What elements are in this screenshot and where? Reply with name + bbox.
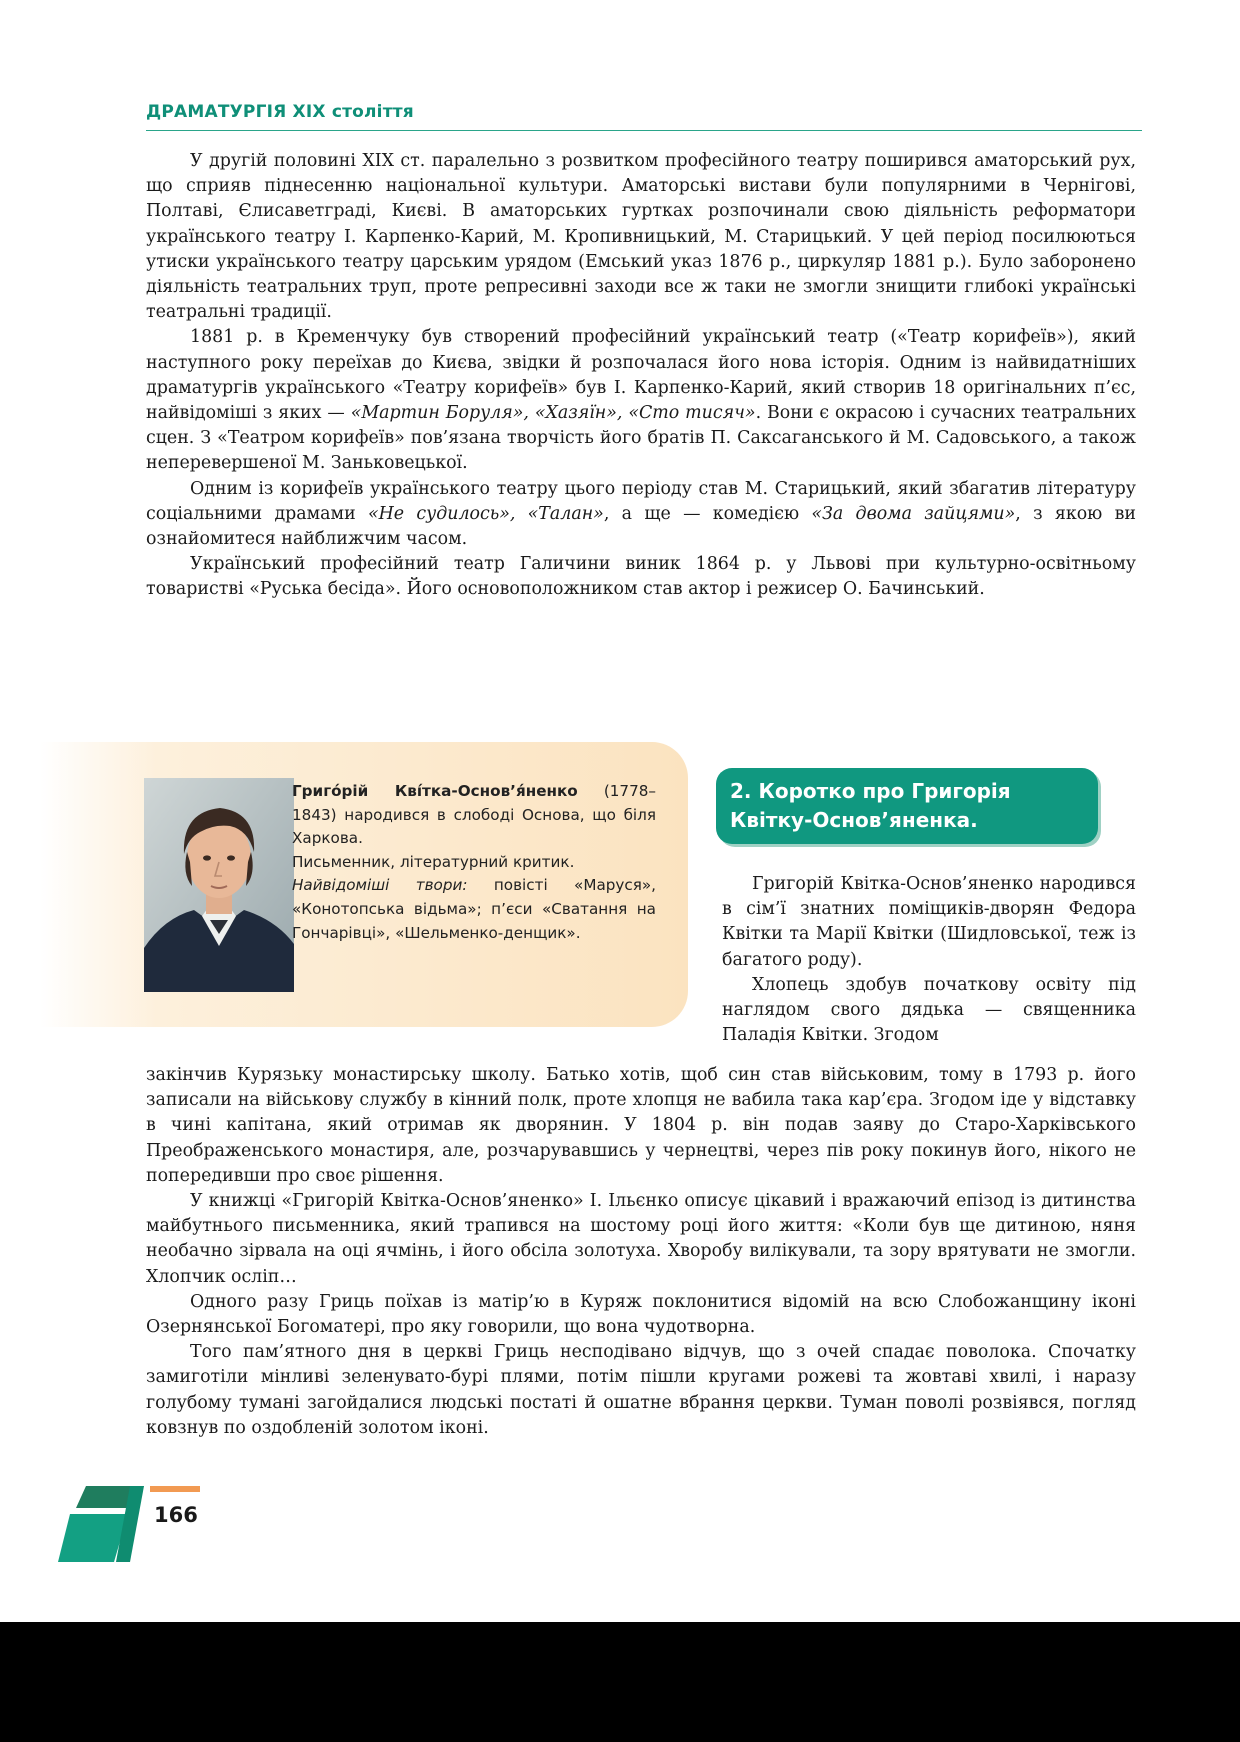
works-title: «За двома зайцями» [811,503,1016,524]
intro-paragraph: У другій половині XIX ст. паралельно з розвитком професійного театру поширився аматорський рух, що сприяв піднесенню національної культури. Аматорські вистави були популярними в Чернігові, Полтаві, Єлисаветграді, Києві. В аматорських гуртках розпочинали свою діяльність реформатори українського театру І. Карпенко-Карий, М. Кропивницький, М. Старицький. У цей період посилюються утиски українського театру царським урядом (Емський указ 1876 р., циркуляр 1881 р.). Було заборонено діяльність театральних труп, проте репресивні заходи все ж таки не змогли знищити глибокі українські театральні традиції. [146,151,1136,323]
running-header: ДРАМАТУРГІЯ XIX століття [146,102,414,122]
bottom-paragraph: Того пам’ятного дня в церкві Гриць несподівано відчув, що з очей спадає поволока. Спочатку замиготіли мінливі зеленувато-бурі плями, потім пішли кругами рожеві та жовтаві хвилі, і наразу голубому тумані загойдалися людські постаті й ошатне вбрання церкви. Туман поволі розвіявся, погляд ковзнув по оздобленій золотом іконі. [146,1342,1136,1438]
right-paragraph: Григорій Квітка-Основ’яненко народився в сім’ї знатних поміщиків-дворян Федора Квітки та Марії Квітки (Шидловської, теж із багатого роду). [722,874,1136,970]
works-title: «Мартин Боруля», «Хазяїн», «Сто тисяч» [350,403,756,424]
right-paragraph: Хлопець здобув початкову освіту під наглядом свого дядька — священника Паладія Квітки. Згодом [722,974,1136,1046]
bottom-text [146,1063,1136,1441]
bio-occupation: Письменник, літературний критик. [292,852,575,871]
section-heading-box [716,768,1098,844]
intro-paragraph: Український професійний театр Галичини виник 1864 р. у Львові при культурно-освітньому товаристві «Руська бесіда». Його основоположником став актор і режисер О. Бачинський. [146,554,1136,600]
section-title: 2. Коротко про Григорія Квітку-Основ’яненка. [730,779,1011,832]
page-number: 166 [154,1503,198,1527]
bio-life: (1778–1843) народився в слободі Основа, що біля Харкова. [292,782,656,848]
bottom-paragraph: закінчив Курязьку монастирську школу. Батько хотів, щоб син став військовим, тому в 1793 р. його записали на військову службу в кінний полк, проте хлопця не вабила така кар’єра. Згодом іде у відставку в чині капітана, який отримав як дворянин. У 1804 р. він подав заяву до Старо-Харківського Преображенського монастиря, але, розчарувавшись у чернецтві, через пів року покинув його, нікого не попередивши про своє рішення. [146,1065,1136,1186]
bio-name: Григо́рій Кві́тка-Основ’я́ненко [292,782,578,800]
bio-works: повісті «Маруся», «Конотопська відьма»; п’єси «Сватання на Гончарівці», «Шельменко-денщик». [292,876,656,942]
bottom-paragraph: Одного разу Гриць поїхав із матір’ю в Куряж поклонитися відомій на всю Слобожанщину іконі Озернянської Богоматері, про яку говорили, що вона чудотворна. [146,1291,1136,1338]
intro-paragraph: Одним із корифеїв українського театру цього періоду став М. Старицький, який збагатив літературу соціальними драмами «Не судилось», «Талан», а ще — комедією «За двома зайцями», з якою ви ознайомитеся найближчим часом. [146,478,1137,550]
bio-works-label: Найвідоміші твори: [292,876,468,895]
header-rule [146,130,1142,131]
right-column-text [722,872,1136,1048]
portrait-image [144,778,294,992]
intro-text [146,149,1136,603]
bio-text [292,780,656,945]
intro-paragraph: 1881 р. в Кременчуку був створений професійний український театр («Театр корифеїв»), який наступного року переїхав до Києва, звідки й розпочалася його нова історія. Одним із найвидатніших драматургів українського «Театру корифеїв» був І. Карпенко-Карий, який створив 18 оригінальних п’єс, найвідоміші з яких — «Мартин Боруля», «Хазяїн», «Сто тисяч». Вони є окрасою і сучасних театральних сцен. З «Театром корифеїв» пов’язана творчість його братів П. Саксаганського й М. Садовського, а також неперевершеної М. Заньковецької. [146,327,1136,474]
works-title: «Не судилось», «Талан» [367,503,604,524]
bottom-paragraph: У книжці «Григорій Квітка-Основ’яненко» І. Ільєнко описує цікавий і вражаючий епізод із дитинства майбутнього письменника, який трапився на шостому році його життя: «Коли був ще дитиною, няня необачно зірвала на оці ячмінь, і його обсіла золотуха. Хворобу вилікували, та зору врятувати не змогли. Хлопчик осліп… [146,1191,1136,1287]
